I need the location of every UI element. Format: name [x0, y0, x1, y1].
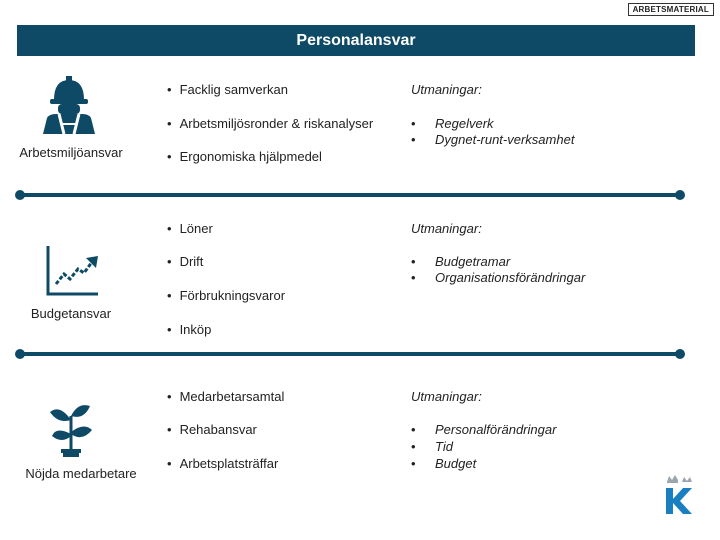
challenge-item: • Tid [411, 439, 453, 454]
bullet-item: • Facklig samverkan [167, 82, 288, 97]
section-divider [19, 193, 681, 197]
challenge-text: Regelverk [435, 116, 494, 131]
challenges-title: Utmaningar: [411, 389, 482, 404]
bullet-item: • Medarbetarsamtal [167, 389, 284, 404]
bullet-item: • Förbrukningsvaror [167, 288, 285, 303]
challenge-text: Dygnet-runt-verksamhet [435, 132, 575, 147]
section-divider [19, 352, 681, 356]
section-label-nojda-medarbetare: Nöjda medarbetare [25, 466, 137, 481]
page-title: Personalansvar [17, 25, 695, 56]
bullet-item: • Rehabansvar [167, 422, 257, 437]
challenge-text: Organisationsförändringar [435, 270, 586, 285]
challenge-item: • Regelverk [411, 116, 494, 131]
kommun-logo [662, 472, 696, 516]
section-label-budgetansvar: Budgetansvar [30, 306, 112, 321]
bullet-item: • Ergonomiska hjälpmedel [167, 149, 322, 164]
challenge-text: Personalförändringar [435, 422, 557, 437]
bullet-item: • Drift [167, 254, 203, 269]
growth-chart-icon [44, 244, 102, 298]
section-label-arbetsmiljoansvar: Arbetsmiljöansvar [19, 145, 123, 160]
challenge-text: Budgetramar [435, 254, 511, 269]
arbetsmaterial-tag: ARBETSMATERIAL [628, 3, 714, 16]
challenges-title: Utmaningar: [411, 82, 482, 97]
plant-icon [48, 402, 94, 458]
construction-worker-icon [40, 74, 98, 136]
challenge-item: • Budgetramar [411, 254, 511, 269]
bullet-item: • Inköp [167, 322, 211, 337]
challenge-text: Tid [435, 439, 453, 454]
challenge-text: Budget [435, 456, 477, 471]
challenge-item: • Organisationsförändringar [411, 270, 586, 285]
challenge-item: • Budget [411, 456, 477, 471]
bullet-item: • Arbetsmiljösronder & riskanalyser [167, 116, 373, 131]
challenge-item: • Dygnet-runt-verksamhet [411, 132, 575, 147]
bullet-item: • Löner [167, 221, 213, 236]
challenge-item: • Personalförändringar [411, 422, 557, 437]
bullet-item: • Arbetsplatsträffar [167, 456, 278, 471]
challenges-title: Utmaningar: [411, 221, 482, 236]
